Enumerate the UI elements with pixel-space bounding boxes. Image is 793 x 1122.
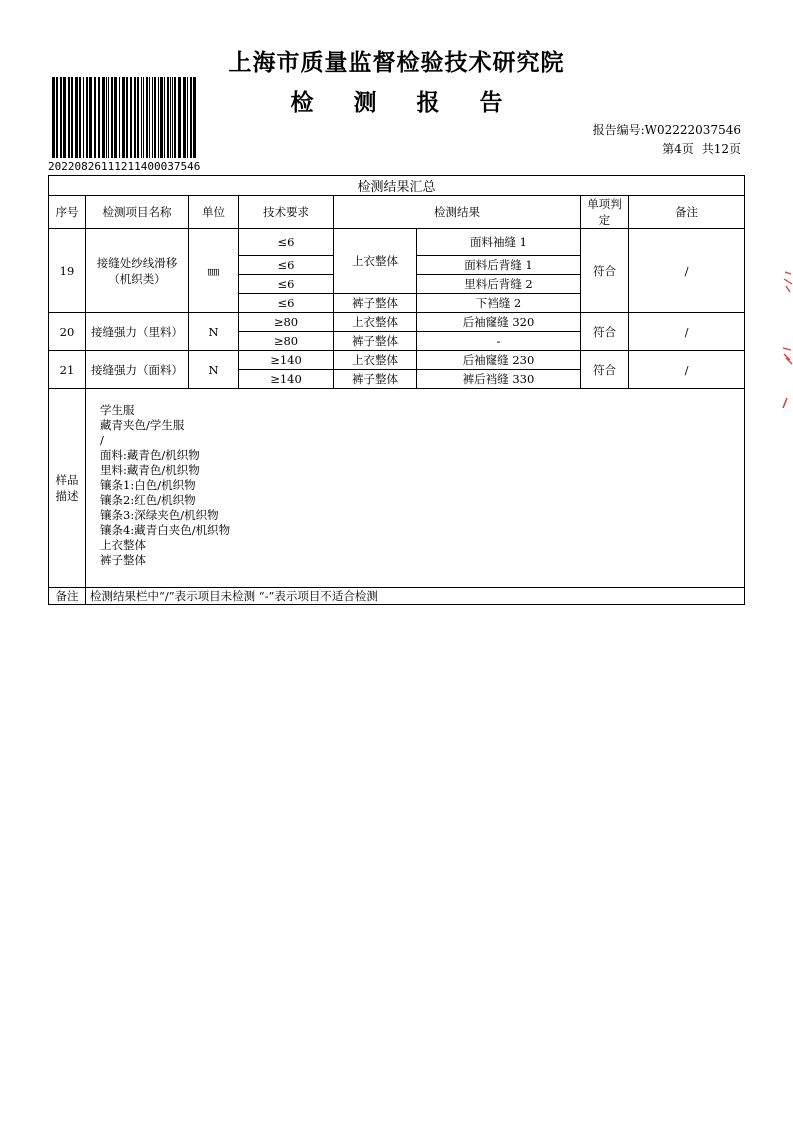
row-result: 裤后裆缝 330: [417, 370, 581, 389]
page-indicator: [654, 140, 741, 157]
sample-line: 面料:藏青色/机织物: [100, 448, 200, 462]
row-unit: ㎜: [189, 229, 239, 313]
row-result: -: [417, 332, 581, 351]
sample-line: 里料:藏青色/机织物: [100, 463, 200, 477]
row-requirement: ≤6: [239, 256, 334, 275]
barcode-bar: [83, 77, 84, 158]
row-number: 21: [49, 351, 86, 389]
barcode-bar: [170, 77, 171, 158]
barcode-bar: [60, 77, 62, 158]
col-header-judgement: 单项判定: [581, 196, 629, 229]
col-header-remark: 备注: [629, 196, 745, 229]
barcode-bar: [86, 77, 88, 158]
barcode-bar: [190, 77, 192, 158]
table-row: [49, 313, 745, 332]
barcode-bar: [75, 77, 78, 158]
barcode-bar: [183, 77, 186, 158]
row-item-name: 接缝强力（里料）: [86, 313, 189, 351]
barcode-bar: [149, 77, 150, 158]
col-header-no: 序号: [49, 196, 86, 229]
page-total: 共12页: [701, 142, 741, 156]
barcode-bar: [126, 77, 128, 158]
barcode-number: 20220826111211400037546: [48, 160, 201, 173]
row-part: 裤子整体: [334, 332, 417, 351]
row-part: 上衣整体: [334, 313, 417, 332]
sample-line: 镶条2:红色/机织物: [100, 493, 196, 507]
col-header-unit: 单位: [189, 196, 239, 229]
barcode-bar: [154, 77, 156, 158]
barcode-bar: [71, 77, 73, 158]
sample-description-row: [49, 389, 745, 588]
row-requirement: ≥140: [239, 370, 334, 389]
barcode-bar: [141, 77, 142, 158]
barcode-bar: [164, 77, 165, 158]
barcode-bar: [174, 77, 176, 158]
sample-line: 藏青夹色/学生服: [100, 418, 185, 432]
institute-title: 上海市质量监督检验技术研究院: [228, 50, 565, 76]
table-row: [49, 351, 745, 370]
row-number: 19: [49, 229, 86, 313]
row-judgement: 符合: [581, 229, 629, 313]
barcode-bar: [106, 77, 107, 158]
sample-line: 学生服: [100, 403, 135, 417]
row-result: 面料袖缝 1: [417, 229, 581, 256]
barcode-bar: [193, 77, 196, 158]
sample-line: 镶条3:深绿夹色/机织物: [100, 508, 219, 522]
row-part: 裤子整体: [334, 370, 417, 389]
barcode-bar: [137, 77, 139, 158]
row-remark: /: [629, 351, 745, 389]
row-result: 面料后背缝 1: [417, 256, 581, 275]
barcode-bar: [119, 77, 120, 158]
row-judgement: 符合: [581, 313, 629, 351]
barcode-bar: [102, 77, 105, 158]
barcode-bar: [111, 77, 113, 158]
row-part: 裤子整体: [334, 294, 417, 313]
row-requirement: ≥80: [239, 332, 334, 351]
row-requirement: ≥140: [239, 351, 334, 370]
row-requirement: ≤6: [239, 294, 334, 313]
barcode-bar: [187, 77, 188, 158]
seal-stamp-edge: [771, 270, 793, 430]
sample-line: /: [100, 433, 104, 447]
row-result: 下裆缝 2: [417, 294, 581, 313]
barcode-bar: [94, 77, 96, 158]
sample-label: 样品描述: [49, 389, 86, 588]
barcode-bar: [146, 77, 148, 158]
row-remark: /: [629, 229, 745, 313]
row-judgement: 符合: [581, 351, 629, 389]
barcode-bar: [114, 77, 117, 158]
col-header-requirement: 技术要求: [239, 196, 334, 229]
barcode-bar: [68, 77, 70, 158]
barcode-bar: [134, 77, 136, 158]
barcode-bar: [172, 77, 173, 158]
sample-description: [86, 389, 745, 588]
remark-row: [49, 588, 745, 605]
results-table: [48, 175, 745, 605]
page-current: 第4页: [662, 142, 694, 156]
row-remark: /: [629, 313, 745, 351]
col-header-result: 检测结果: [334, 196, 581, 229]
table-title: 检测结果汇总: [49, 176, 745, 196]
row-unit: N: [189, 313, 239, 351]
row-part: 上衣整体: [334, 229, 417, 294]
report-type-title: 检 测 报 告: [290, 90, 519, 116]
col-header-item: 检测项目名称: [86, 196, 189, 229]
remark-text: 检测结果栏中“/”表示项目未检测 “-”表示项目不适合检测: [86, 588, 745, 605]
row-requirement: ≤6: [239, 275, 334, 294]
barcode-bar: [108, 77, 109, 158]
barcode-bar: [56, 77, 58, 158]
sample-line: 镶条1:白色/机织物: [100, 478, 196, 492]
row-unit: N: [189, 351, 239, 389]
barcode-bar: [52, 77, 55, 158]
barcode-bar: [178, 77, 181, 158]
barcode-bar: [130, 77, 132, 158]
barcode-bar: [158, 77, 159, 158]
row-item-name: 接缝强力（面料）: [86, 351, 189, 389]
row-number: 20: [49, 313, 86, 351]
barcode-bar: [79, 77, 81, 158]
barcode-bar: [63, 77, 66, 158]
row-requirement: ≥80: [239, 313, 334, 332]
sample-line: 镶条4:藏青白夹色/机织物: [100, 523, 231, 537]
sample-line: 裤子整体: [100, 553, 146, 567]
barcode-bar: [167, 77, 169, 158]
row-result: 后袖窿缝 230: [417, 351, 581, 370]
barcode-bar: [143, 77, 144, 158]
row-result: 后袖窿缝 320: [417, 313, 581, 332]
barcode-bar: [89, 77, 92, 158]
row-part: 上衣整体: [334, 351, 417, 370]
remark-label: 备注: [49, 588, 86, 605]
barcode-bar: [98, 77, 100, 158]
row-result: 里料后背缝 2: [417, 275, 581, 294]
sample-line: 上衣整体: [100, 538, 146, 552]
barcode-bar: [160, 77, 163, 158]
table-row: [49, 229, 745, 256]
barcode-bar: [152, 77, 153, 158]
report-number: 报告编号:W02222037546: [592, 123, 741, 137]
row-requirement: ≤6: [239, 229, 334, 256]
row-item-name: 接缝处纱线滑移（机织类）: [86, 229, 189, 313]
barcode-bar: [122, 77, 125, 158]
barcode-image: [52, 77, 199, 158]
